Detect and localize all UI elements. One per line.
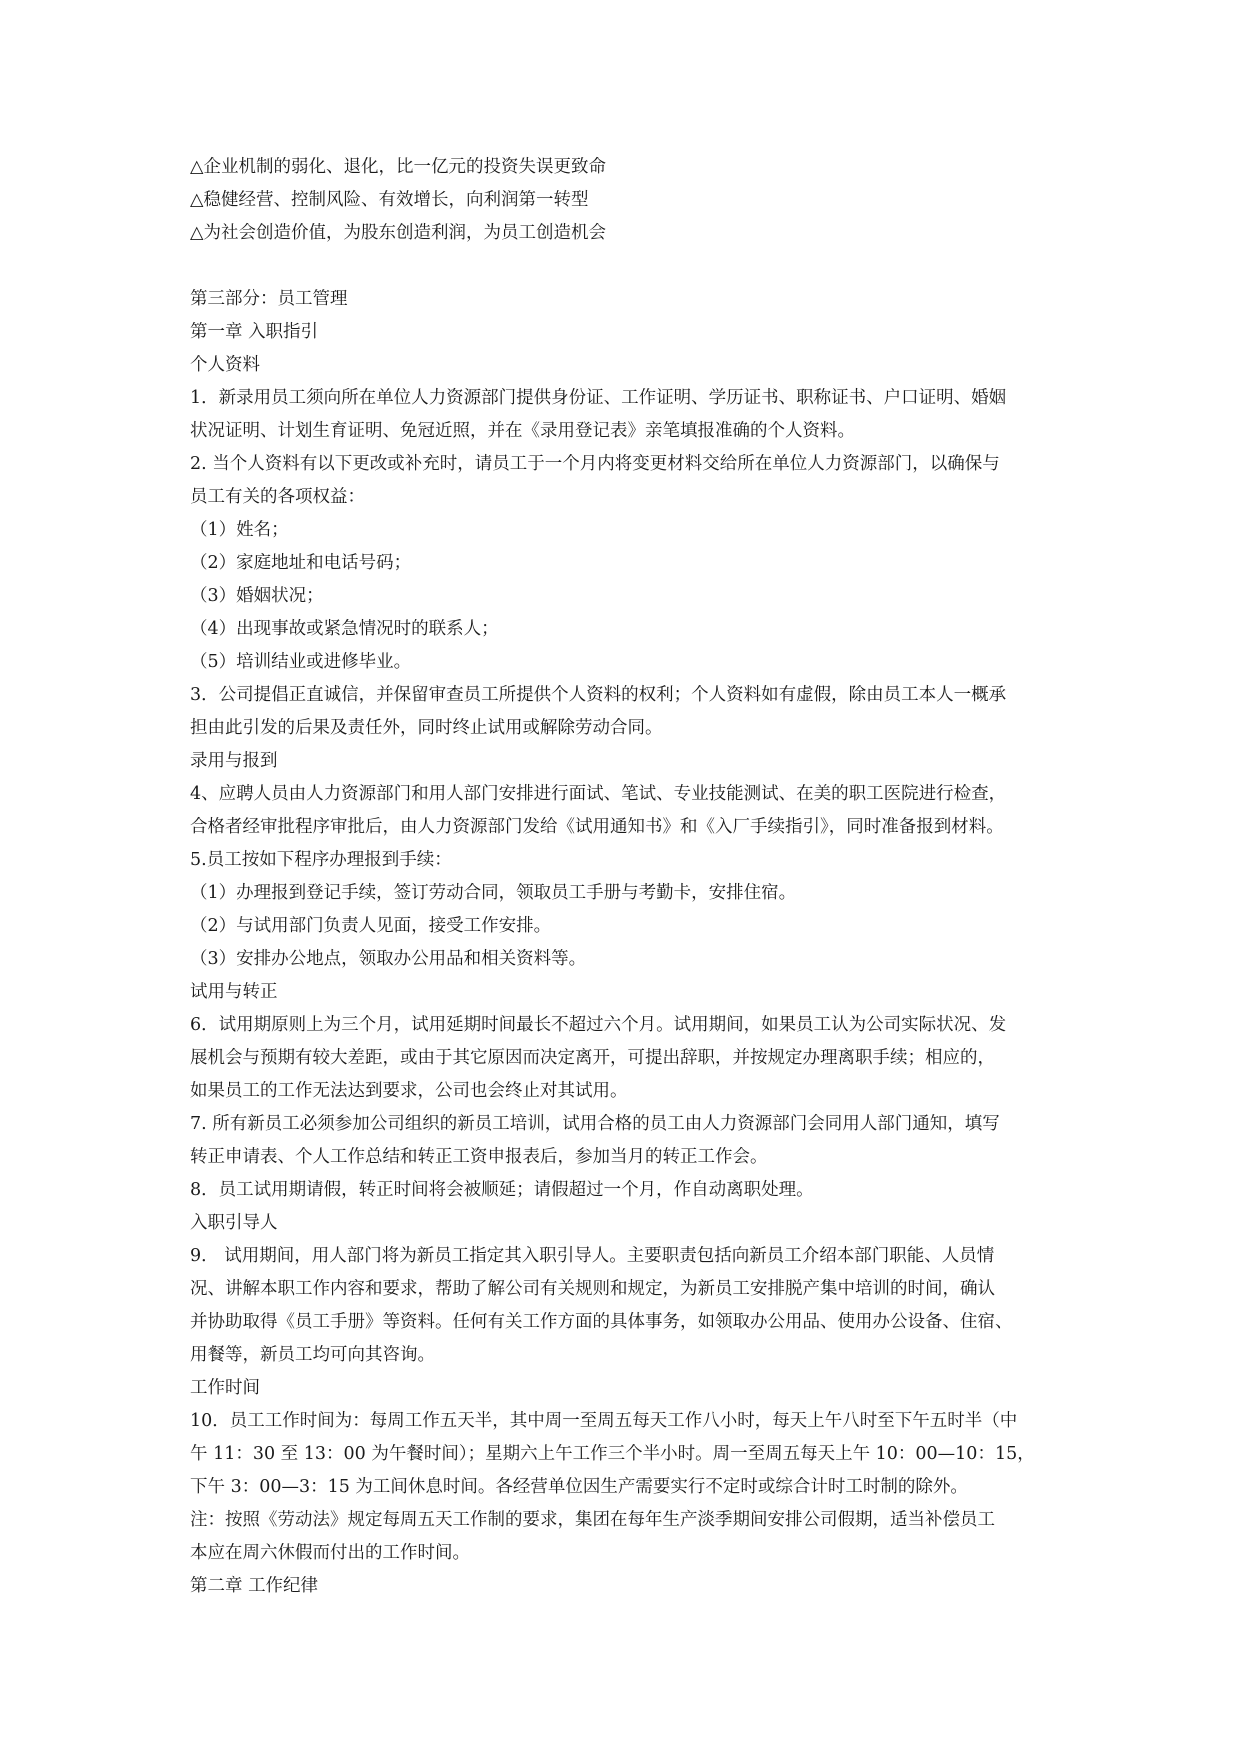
section-heading-probation: 试用与转正 xyxy=(190,982,278,1002)
paragraph-line: 状况证明、计划生育证明、免冠近照，并在《录用登记表》亲笔填报准确的个人资料。 xyxy=(190,421,855,441)
paragraph-line: 如果员工的工作无法达到要求，公司也会终止对其试用。 xyxy=(190,1081,628,1101)
paragraph-line: 1．新录用员工须向所在单位人力资源部门提供身份证、工作证明、学历证书、职称证书、户口证明、婚姻 xyxy=(190,388,1007,408)
slogan-2: △稳健经营、控制风险、有效增长，向利润第一转型 xyxy=(190,190,589,210)
slogan-1: △企业机制的弱化、退化，比一亿元的投资失误更致命 xyxy=(190,157,606,177)
part-title: 第三部分：员工管理 xyxy=(190,289,348,309)
section-heading-mentor: 入职引导人 xyxy=(190,1213,278,1233)
paragraph-line: 并协助取得《员工手册》等资料。任何有关工作方面的具体事务，如领取办公用品、使用办公设备、住宿、 xyxy=(190,1312,1013,1332)
paragraph-line: 4、应聘人员由人力资源部门和用人部门安排进行面试、笔试、专业技能测试、在美的职工医院进行检查， xyxy=(190,784,1007,804)
paragraph-line: 3．公司提倡正直诚信，并保留审查员工所提供个人资料的权利；个人资料如有虚假，除由员工本人一概承 xyxy=(190,685,1007,705)
paragraph-line: 2. 当个人资料有以下更改或补充时，请员工于一个月内将变更材料交给所在单位人力资源部门，以确保与 xyxy=(190,454,1000,474)
list-item: （2）与试用部门负责人见面，接受工作安排。 xyxy=(190,916,552,936)
list-item: （3）安排办公地点，领取办公用品和相关资料等。 xyxy=(190,949,587,969)
blank-line xyxy=(190,250,1062,283)
paragraph-line: 10．员工工作时间为：每周工作五天半，其中周一至周五每天工作八小时，每天上午八时至下午五时半（中 xyxy=(190,1411,1018,1431)
section-heading-personal-info: 个人资料 xyxy=(190,355,260,375)
paragraph-line: 担由此引发的后果及责任外，同时终止试用或解除劳动合同。 xyxy=(190,718,663,738)
paragraph-line: 5.员工按如下程序办理报到手续： xyxy=(190,850,452,870)
paragraph-line: 转正申请表、个人工作总结和转正工资申报表后，参加当月的转正工作会。 xyxy=(190,1147,768,1167)
section-heading-work-time: 工作时间 xyxy=(190,1378,260,1398)
paragraph-line: 7. 所有新员工必须参加公司组织的新员工培训，试用合格的员工由人力资源部门会同用人部门通知，填写 xyxy=(190,1114,1000,1134)
paragraph-line: 午 11：30 至 13：00 为午餐时间）；星期六上午工作三个半小时。周一至周五每天上午 10：00—10：15， xyxy=(190,1444,1035,1464)
paragraph-line: 合格者经审批程序审批后，由人力资源部门发给《试用通知书》和《入厂手续指引》，同时准备报到材料。 xyxy=(190,817,1004,837)
list-item: （5）培训结业或进修毕业。 xyxy=(190,652,412,672)
paragraph-line: 员工有关的各项权益： xyxy=(190,487,365,507)
list-item: （3）婚姻状况； xyxy=(190,586,324,606)
paragraph-line: 况、讲解本职工作内容和要求，帮助了解公司有关规则和规定，为新员工安排脱产集中培训的时间，确认 xyxy=(190,1279,995,1299)
slogan-3: △为社会创造价值，为股东创造利润，为员工创造机会 xyxy=(190,223,606,243)
chapter-title: 第二章 工作纪律 xyxy=(190,1576,319,1596)
paragraph-line: 展机会与预期有较大差距，或由于其它原因而决定离开，可提出辞职，并按规定办理离职手续；相应的， xyxy=(190,1048,995,1068)
paragraph-line: 用餐等，新员工均可向其咨询。 xyxy=(190,1345,435,1365)
list-item: （2）家庭地址和电话号码； xyxy=(190,553,412,573)
paragraph-line: 下午 3：00—3：15 为工间休息时间。各经营单位因生产需要实行不定时或综合计时工时制的除外。 xyxy=(190,1477,968,1497)
paragraph-line: 6．试用期原则上为三个月，试用延期时间最长不超过六个月。试用期间，如果员工认为公司实际状况、发 xyxy=(190,1015,1007,1035)
paragraph-line: 9． 试用期间，用人部门将为新员工指定其入职引导人。主要职责包括向新员工介绍本部门职能、人员情 xyxy=(190,1246,995,1266)
section-heading-hiring: 录用与报到 xyxy=(190,751,278,771)
list-item: （1）姓名； xyxy=(190,520,289,540)
chapter-title: 第一章 入职指引 xyxy=(190,322,319,342)
paragraph-line: 8．员工试用期请假，转正时间将会被顺延；请假超过一个月，作自动离职处理。 xyxy=(190,1180,814,1200)
paragraph-line: 本应在周六休假而付出的工作时间。 xyxy=(190,1543,470,1563)
paragraph-line: 注：按照《劳动法》规定每周五天工作制的要求，集团在每年生产淡季期间安排公司假期，适当补偿员工 xyxy=(190,1510,995,1530)
document-page xyxy=(190,151,1062,1603)
list-item: （4）出现事故或紧急情况时的联系人； xyxy=(190,619,499,639)
list-item: （1）办理报到登记手续，签订劳动合同，领取员工手册与考勤卡，安排住宿。 xyxy=(190,883,797,903)
